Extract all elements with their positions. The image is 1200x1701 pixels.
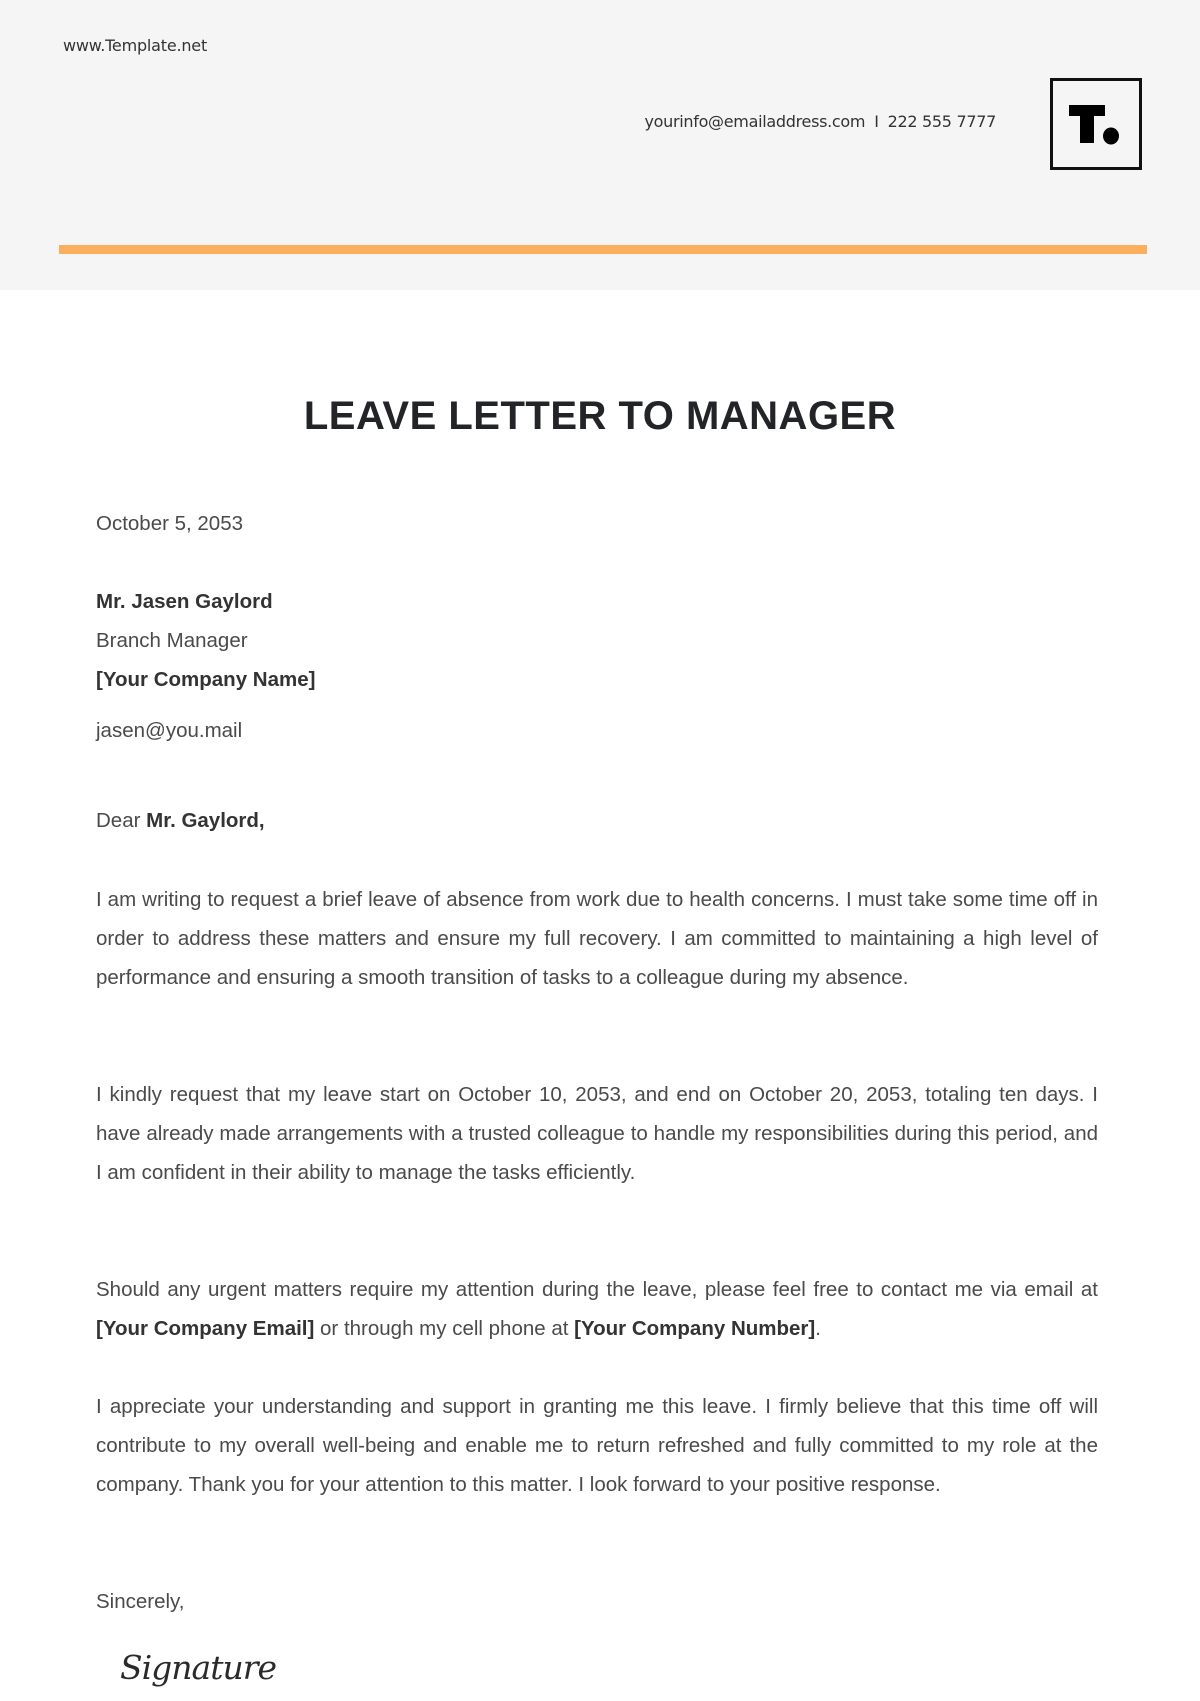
salutation-name: Mr. Gaylord, — [146, 809, 265, 832]
closing: Sincerely, — [96, 1590, 185, 1613]
letter-date: October 5, 2053 — [96, 512, 244, 535]
recipient-company: [Your Company Name] — [96, 668, 316, 691]
paragraph-3-text-2: or through my cell phone at — [314, 1317, 575, 1340]
salutation-prefix: Dear — [96, 809, 147, 832]
contact-email[interactable]: yourinfo@emailaddress.com — [644, 112, 866, 131]
template-net-logo-icon — [1050, 78, 1142, 170]
contact-info — [644, 112, 996, 131]
company-email-placeholder: [Your Company Email] — [96, 1317, 315, 1340]
paragraph-2: I kindly request that my leave start on October 10, 2053, and end on October 20, 2053, totaling ten days. I have already made arrangements with a trusted colleague to handle my responsibilities during this period, and I am confident in their ability to manage the tasks efficiently. — [96, 1083, 1098, 1184]
recipient-email[interactable]: jasen@you.mail — [96, 719, 243, 742]
letterhead — [0, 0, 1200, 290]
paragraph-3 — [96, 1270, 1098, 1348]
paragraph-1: I am writing to request a brief leave of absence from work due to health concerns. I must take some time off in order to address these matters and ensure my full recovery. I am committed to maintaining a high level of performance and ensuring a smooth transition of tasks to a colleague during my absence. — [96, 888, 1098, 989]
paragraph-3-text-1: Should any urgent matters require my attention during the leave, please feel free to contact me via email at — [96, 1278, 1098, 1301]
company-number-placeholder: [Your Company Number] — [574, 1317, 816, 1340]
signature: Signature — [120, 1648, 277, 1687]
accent-divider — [59, 245, 1147, 254]
contact-separator: I — [874, 112, 879, 131]
recipient-position: Branch Manager — [96, 629, 248, 652]
paragraph-3-text-3: . — [815, 1317, 821, 1340]
salutation — [96, 809, 265, 833]
site-url[interactable]: www.Template.net — [63, 36, 208, 55]
document-title: LEAVE LETTER TO MANAGER — [303, 394, 897, 438]
recipient-name: Mr. Jasen Gaylord — [96, 590, 273, 613]
logo-t-glyph-icon — [1053, 81, 1139, 167]
paragraph-4: I appreciate your understanding and support in granting me this leave. I firmly believe that this time off will contribute to my overall well-being and enable me to return refreshed and fully committed to my role at the company. Thank you for your attention to this matter. I look forward to your positive response. — [96, 1395, 1098, 1496]
contact-phone: 222 555 7777 — [887, 112, 996, 131]
